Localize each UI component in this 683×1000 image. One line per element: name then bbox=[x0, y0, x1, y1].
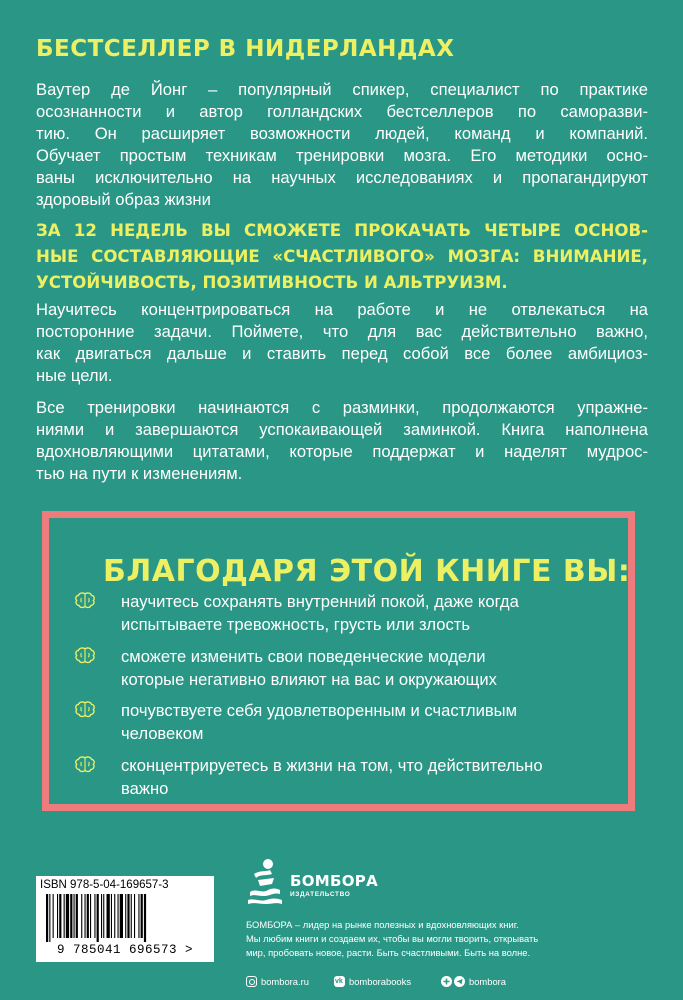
bombora-logo-icon bbox=[246, 858, 284, 908]
barcode-bar bbox=[94, 894, 95, 938]
barcode-bar bbox=[144, 894, 146, 942]
barcode-bar bbox=[76, 894, 78, 938]
isbn-barcode-block bbox=[36, 876, 214, 962]
benefits-title: БЛАГОДАРЯ ЭТОЙ КНИГЕ ВЫ: bbox=[103, 554, 631, 589]
barcode-bar bbox=[127, 894, 129, 938]
barcode-bar bbox=[70, 894, 72, 938]
benefit-line: важно bbox=[121, 779, 169, 798]
barcode-digits: 9 785041 696573 > bbox=[56, 943, 194, 957]
author-intro-paragraph bbox=[36, 79, 648, 211]
barcode-bar bbox=[107, 894, 110, 938]
cover-title: БЕСТСЕЛЛЕР В НИДЕРЛАНДАХ bbox=[36, 36, 455, 62]
benefits-frame bbox=[42, 511, 635, 811]
barcode-bar bbox=[103, 894, 104, 938]
text-line: Мы любим книги и создаем их, чтобы вы могли творить, открывать bbox=[246, 933, 539, 944]
barcode-bar bbox=[120, 894, 123, 938]
barcode-bar bbox=[64, 894, 65, 938]
barcode-bar bbox=[111, 894, 112, 938]
text-line: УСТОЙЧИВОСТЬ, ПОЗИТИВНОСТЬ И АЛЬТРУИЗМ. bbox=[36, 273, 508, 292]
barcode-bar bbox=[74, 894, 75, 938]
social-label: bombora.ru bbox=[261, 976, 309, 987]
text-line: Обучает простым техникам тренировки мозга. Его методики осно- bbox=[36, 146, 648, 165]
barcode-bar bbox=[49, 894, 50, 942]
barcode-bar bbox=[125, 894, 126, 938]
text-line: тию. Он расширяет возможности людей, команд и компаний. bbox=[36, 124, 648, 143]
barcode-bar bbox=[53, 894, 54, 938]
brain-icon bbox=[75, 701, 95, 718]
focus-paragraph bbox=[36, 299, 648, 387]
brain-icon bbox=[75, 647, 95, 664]
publisher-subtitle: ИЗДАТЕЛЬСТВО bbox=[290, 891, 351, 898]
social-vk-link[interactable] bbox=[334, 976, 411, 987]
text-line: тью на пути к изменениям. bbox=[36, 464, 243, 483]
text-line: Ваутер де Йонг – популярный спикер, специалист по практике bbox=[36, 80, 648, 99]
training-paragraph bbox=[36, 397, 648, 485]
barcode-bar bbox=[57, 894, 58, 938]
text-line: как двигаться дальше и ставить перед собой все более амбициоз- bbox=[36, 344, 648, 363]
text-line: посторонние задачи. Поймете, что для вас действительно важно, bbox=[36, 322, 648, 341]
text-line: НЫЕ СОСТАВЛЯЮЩИЕ «СЧАСТЛИВОГО» МОЗГА: ВНИМАНИЕ, bbox=[36, 247, 648, 266]
barcode-bar bbox=[46, 894, 48, 942]
text-line: Все тренировки начинаются с разминки, продолжаются упражне- bbox=[36, 398, 648, 417]
barcode-bar bbox=[97, 894, 99, 942]
benefit-line: сконцентрируетесь в жизни на том, что действительно bbox=[121, 756, 543, 775]
text-line: здоровый образ жизни bbox=[36, 190, 211, 209]
barcode-bar bbox=[138, 894, 139, 938]
barcode-bar bbox=[90, 894, 91, 938]
barcode-bar bbox=[87, 894, 89, 938]
benefit-line: научитесь сохранять внутренний покой, даже когда bbox=[121, 592, 519, 611]
benefit-line: испытываете тревожность, грусть или злость bbox=[121, 615, 471, 634]
brain-icon bbox=[75, 756, 95, 773]
text-line: ные цели. bbox=[36, 366, 113, 385]
isbn-label: ISBN 978-5-04-169657-3 bbox=[40, 879, 169, 891]
brain-icon bbox=[75, 592, 95, 609]
publisher-description bbox=[246, 918, 656, 960]
barcode-bar bbox=[85, 894, 86, 938]
text-line: ваны исключительно на научных исследованиях и пропагандируют bbox=[36, 168, 648, 187]
barcode-bar bbox=[114, 894, 115, 938]
text-line: БОМБОРА – лидер на рынке полезных и вдохновляющих книг. bbox=[246, 919, 519, 930]
text-line: ниями и завершаются успокаивающей заминкой. Книга наполнена bbox=[36, 420, 648, 439]
barcode-graphic bbox=[40, 894, 210, 942]
social-label: bomborabooks bbox=[349, 976, 412, 987]
instagram-icon bbox=[246, 976, 257, 987]
text-line: Научитесь концентрироваться на работе и не отвлекаться на bbox=[36, 300, 648, 319]
barcode-bar bbox=[141, 894, 143, 938]
publisher-name: БОМБОРА bbox=[290, 872, 378, 890]
social-label: bombora bbox=[469, 976, 507, 987]
barcode-bar bbox=[134, 894, 135, 938]
highlight-paragraph bbox=[36, 218, 648, 296]
benefit-line: почувствуете себя удовлетворенным и счастливым bbox=[121, 701, 518, 720]
plus-icon bbox=[441, 976, 452, 987]
text-line: мир, пробовать новое, расти. Быть счастливыми. Быть на волне. bbox=[246, 947, 531, 958]
barcode-bar bbox=[118, 894, 119, 938]
barcode-bar bbox=[66, 894, 69, 938]
benefit-line: которые негативно влияют на вас и окружающих bbox=[121, 670, 497, 689]
benefit-line: человеком bbox=[121, 724, 204, 743]
social-telegram-link[interactable] bbox=[441, 976, 506, 987]
vk-icon: vk bbox=[334, 976, 345, 987]
social-links bbox=[246, 976, 656, 992]
benefit-line: сможете изменить свои поведенческие модели bbox=[121, 647, 486, 666]
barcode-bar bbox=[81, 894, 82, 938]
barcode-bar bbox=[59, 894, 61, 938]
text-line: ЗА 12 НЕДЕЛЬ ВЫ СМОЖЕТЕ ПРОКАЧАТЬ ЧЕТЫРЕ ОСНОВ- bbox=[36, 221, 648, 240]
telegram-icon bbox=[454, 976, 465, 987]
text-line: осознанности и автор голландских бестселлеров по саморазви- bbox=[36, 102, 648, 121]
text-line: вдохновляющими цитатами, которые поддержат и наделят мудрос- bbox=[36, 442, 648, 461]
barcode-bar bbox=[131, 894, 132, 938]
social-instagram-link[interactable] bbox=[246, 976, 309, 987]
barcode-bar bbox=[101, 894, 102, 938]
